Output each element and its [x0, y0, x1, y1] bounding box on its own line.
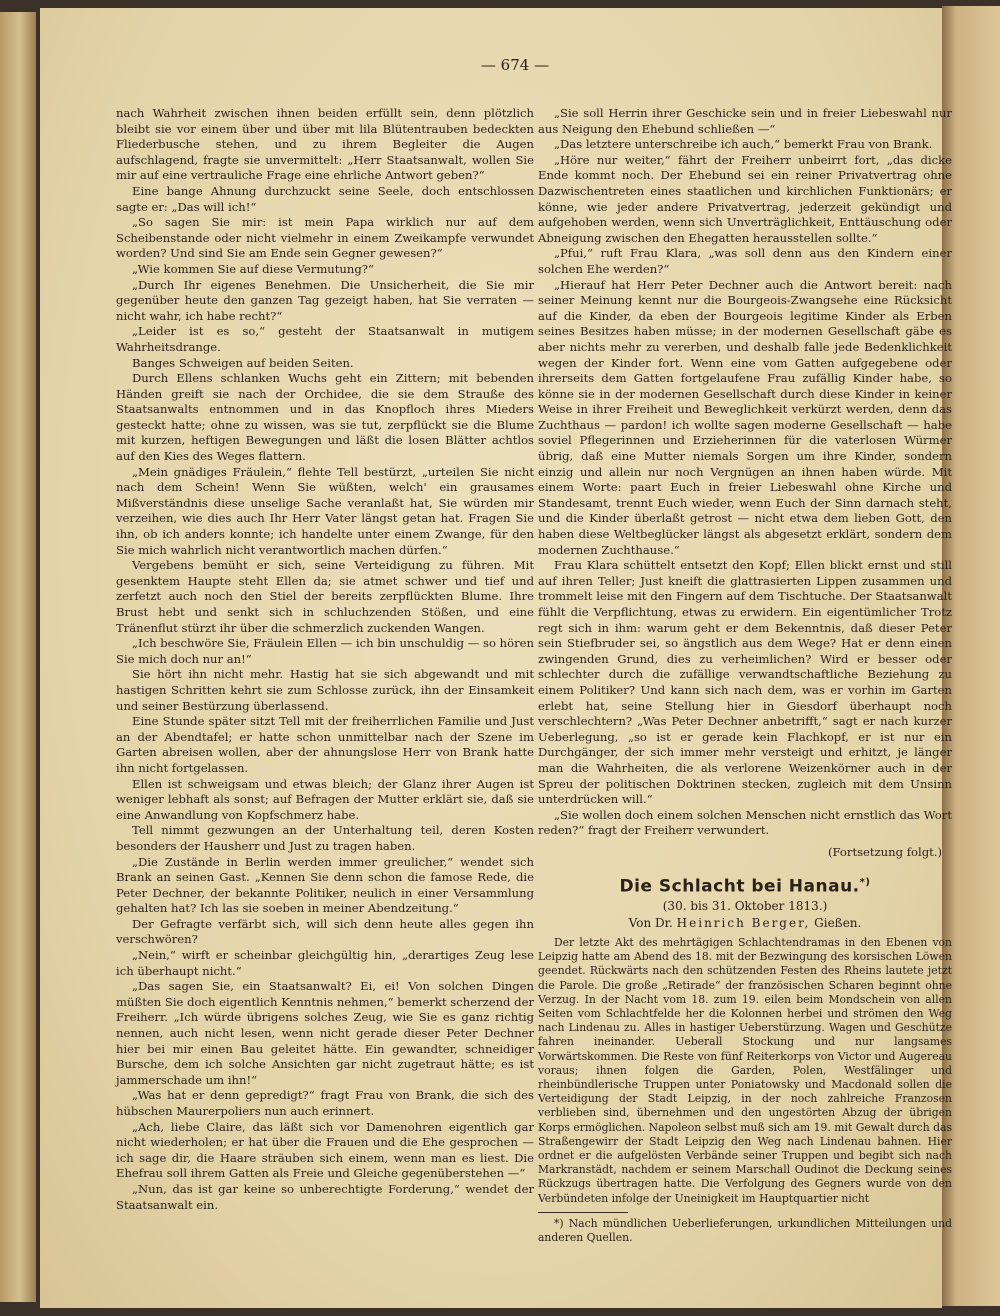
paragraph: „Wie kommen Sie auf diese Vermutung?“: [132, 261, 374, 276]
paragraph: „Das sagen Sie, ein Staatsanwalt? Ei, ei! Von solchen Dingen müßten Sie doch eigentlich Kenntnis nehmen,“ bemerkt scherzend der Freiherr. „Ich würde übrigens solches Zeug, wie Sie es ganz richtig nennen, auch nicht lesen, wenn nicht gerade dieser Peter Dechner hier bei mir einen Bau geleitet hätte. Ein gewandter, schneidiger Bursche, dem ich solche Ansichten gar nicht zugetraut hätte; es ist jammerschade um ihn!“: [116, 979, 534, 1087]
paragraph: „Hierauf hat Herr Peter Dechner auch die Antwort bereit: nach seiner Meinung kennt nur die Bourgeois-Zwangsehe eine Rücksicht auf die Kinder, da eben der Bourgeois legitime Kinder als Erben seines Besitzes haben müsse; in der modernen Gesellschaft gäbe es aber nichts mehr zu vererben, und deshalb falle jede Bedenklichkeit wegen der Kinder fort. Wenn eine vom Gatten aufgegebene oder ihrerseits dem Gatten fortgelaufene Frau zufällig Kinder habe, so könne sie in der modernen Gesellschaft durch diese Kinder in keiner Weise in ihrer Freiheit und Beweglichkeit verkürzt werden, denn das Zuchthaus — pardon! ich wollte sagen moderne Gesellschaft — habe soviel Pflegerinnen und Erzieherinnen für die vaterlosen Würmer übrig, daß eine Mutter niemals Sorgen um ihre Kinder, sondern einzig und allein nur noch Vergnügen an ihnen haben würde. Mit einem Worte: paart Euch in freier Liebeswahl ohne Kirche und Standesamt, trennt Euch wieder, wenn Euch der Sinn darnach steht, und die Kinder überlaßt getrost — nicht etwa dem lieben Gott, den haben diese Weltbeglücker längst als abgesetzt erklärt, sondern dem modernen Zuchthause.“: [538, 277, 952, 557]
left-column: [116, 106, 534, 1213]
paragraph: Banges Schweigen auf beiden Seiten.: [132, 355, 354, 370]
right-column: [538, 106, 952, 1245]
paragraph: Frau Klara schüttelt entsetzt den Kopf; Ellen blickt ernst und still auf ihren Teller; Just kneift die glattrasierten Lippen zusammen und trommelt leise mit den Fingern auf dem Tischtuche. Der Staatsanwalt fühlt die Verpflichtung, etwas zu erwidern. Ein eigentümlicher Trotz regt sich in ihm: warum geht er dem Bekenntnis, daß dieser Peter sein Stiefbruder sei, so ängstlich aus dem Wege? Hat er denn einen zwingenden Grund, dies zu verheimlichen? Wird er besser oder schlechter durch die zufällige verwandtschaftliche Beziehung zu einem Politiker? Und kann sich nach dem, was er vorhin im Garten erlebt hat, seine Stellung hier in Giesdorf überhaupt noch verschlechtern? „Was Peter Dechner anbetrifft,“ sagt er nach kurzer Ueberlegung, „so ist er gerade kein Flachkopf, er ist nur ein Durchgänger, der sich immer mehr versteigt und erhitzt, je länger man die Wahrheiten, die als verlorene Weizenkörner auch in der Spreu der politischen Doktrinen stecken, zugleich mit dem Unsinn unterdrücken will.“: [538, 558, 952, 807]
paragraph: „Das letztere unterschreibe ich auch,“ bemerkt Frau von Brank.: [554, 137, 933, 152]
paragraph: „Ich beschwöre Sie, Fräulein Ellen — ich bin unschuldig — so hören Sie mich doch nur an!“: [116, 636, 534, 666]
paragraph: „Nun, das ist gar keine so unberechtigte Forderung,“ wendet der Staatsanwalt ein.: [116, 1181, 534, 1212]
paragraph: „Durch Ihr eigenes Benehmen. Die Unsicherheit, die Sie mir gegenüber heute den ganzen Tag gezeigt haben, hat Sie verraten — nicht wahr, ich habe recht?“: [116, 277, 534, 323]
paragraph: „Pfui,“ ruft Frau Klara, „was soll denn aus den Kindern einer solchen Ehe werden?“: [538, 246, 952, 276]
author-name: Heinrich Berger,: [676, 916, 811, 931]
footnote: *) Nach mündlichen Ueberlieferungen, urkundlichen Mitteilungen und anderen Quellen.: [538, 1216, 952, 1244]
paragraph: nach Wahrheit zwischen ihnen beiden erfüllt sein, denn plötzlich bleibt sie vor einem über und über mit lila Blütentrauben bedeckten Fliederbusche stehen, und zu ihrem Begleiter die Augen aufschlagend, fragte sie unvermittelt: „Herr Staatsanwalt, wollen Sie mir auf eine vertrauliche Frage eine ehrliche Antwort geben?“: [116, 106, 534, 183]
paragraph: „Nein,“ wirft er scheinbar gleichgültig hin, „derartiges Zeug lese ich überhaupt nicht.“: [116, 948, 534, 978]
previous-page-edge: [0, 12, 36, 1302]
newspaper-page: [40, 8, 952, 1308]
paragraph: Eine Stunde später sitzt Tell mit der freiherrlichen Familie und Just an der Abendtafel; er hatte schon unmittelbar nach der Szene im Garten abreisen wollen, aber der ahnungslose Herr von Brank hatte ihn nicht fortgelassen.: [116, 714, 534, 775]
article-paragraph: Der letzte Akt des mehrtägigen Schlachtendramas in den Ebenen von Leipzig hatte am Abend des 18. mit der Bezwingung des korsischen Löwen geendet. Rückwärts nach den schützenden Festen des Rheins lautete jetzt die Parole. Die große „Retirade“ der französischen Scharen beginnt ohne Verzug. In der Nacht vom 18. zum 19. eilen beim Mondschein von allen Seiten vom Schlachtfelde her die Kolonnen herbei und strömen den Weg nach Lindenau zu. Alles in hastiger Ueberstürzung. Wagen und Geschütze fahren ineinander. Ueberall Stockung und nur langsames Vorwärtskommen. Die Reste von fünf Reiterkorps von Victor und Augereau voraus; ihnen folgen die Garden, Polen, Westfälinger und rheinbündlerische Truppen unter Poniatowsky und Macdonald sollen die Verteidigung der Stadt Leipzig, in der noch zahlreiche Franzosen verblieben sind, übernehmen und den ungestörten Abzug der übrigen Korps ermöglichen. Napoleon selbst muß sich am 19. mit Gewalt durch das Straßengewirr der Stadt Leipzig den Weg nach Lindenau bahnen. Hier ordnet er die aufgelösten Verbände seiner Truppen und begibt sich nach Markranstädt, nachdem er seinem Marschall Oudinot die Deckung seines Rückzugs übertragen hatte. Die Verfolgung des Gegners wurde von den Verbündeten infolge der Uneinigkeit im Hauptquartier nicht: [538, 935, 952, 1205]
article-date: (30. bis 31. Oktober 1813.): [662, 898, 828, 913]
continued-note: (Fortsetzung folgt.): [827, 844, 942, 859]
paragraph: Der Gefragte verfärbt sich, will sich denn heute alles gegen ihn verschwören?: [116, 916, 534, 947]
article-body: [538, 936, 952, 1206]
author-prefix: Von Dr.: [628, 916, 673, 931]
paragraph: „Die Zustände in Berlin werden immer greulicher,“ wendet sich Brank an seinen Gast. „Kennen Sie denn schon die famose Rede, die Peter Dechner, der bekannte Politiker, neulich in einer Versammlung gehalten hat? Ich las sie soeben in meiner Abendzeitung.“: [116, 854, 534, 916]
author-place: Gießen.: [814, 916, 862, 931]
article-byline: [538, 916, 952, 932]
paragraph: „Mein gnädiges Fräulein,“ flehte Tell bestürzt, „urteilen Sie nicht nach dem Schein! Wenn Sie wüßten, welch' ein grausames Mißverständnis diese unselige Sache veranlaßt hat, Sie würden mir verzeihen, wie dies auch Ihr Herr Vater längst getan hat. Fragen Sie ihn, ob ich anders konnte; ich handelte unter einem Zwange, für den Sie mich wahrlich nicht verantwortlich machen dürfen.“: [116, 464, 534, 557]
footnote-divider: [538, 1212, 628, 1213]
paragraph: Tell nimmt gezwungen an der Unterhaltung teil, deren Kosten besonders der Hausherr und Just zu tragen haben.: [116, 823, 534, 853]
paragraph: Vergebens bemüht er sich, seine Verteidigung zu führen. Mit gesenktem Haupte steht Ellen da; sie atmet schwer und tief und zerfetzt auch noch den Stiel der bereits zerpflückten Blume. Ihre Brust hebt und senkt sich in schluchzenden Stößen, und eine Tränenflut stürzt ihr über die schmerzlich zuckenden Wangen.: [116, 558, 534, 635]
paragraph: Ellen ist schweigsam und etwas bleich; der Glanz ihrer Augen ist weniger lebhaft als sonst; auf Befragen der Mutter erklärt sie, daß sie eine Anwandlung von Kopfschmerz habe.: [116, 776, 534, 822]
paragraph: „Leider ist es so,“ gesteht der Staatsanwalt in mutigem Wahrheitsdrange.: [116, 324, 534, 354]
page-number: — 674 —: [480, 56, 550, 74]
paragraph: Durch Ellens schlanken Wuchs geht ein Zittern; mit bebenden Händen greift sie nach der Orchidee, die sie dem Strauße des Staatsanwalts entnommen und in das Knopfloch ihres Mieders gesteckt hatte; ohne zu wissen, was sie tut, zerpflückt sie die Blume mit kurzen, heftigen Bewegungen und läßt die losen Blätter achtlos auf den Kies des Weges flattern.: [116, 371, 534, 464]
paragraph: „Sie soll Herrin ihrer Geschicke sein und in freier Liebeswahl nur aus Neigung den Ehebund schließen —“: [538, 106, 952, 136]
paragraph: Sie hört ihn nicht mehr. Hastig hat sie sich abgewandt und mit hastigen Schritten kehrt sie zum Schlosse zurück, ihn der Einsamkeit und seiner Bestürzung überlassend.: [116, 667, 534, 713]
paragraph: Eine bange Ahnung durchzuckt seine Seele, doch entschlossen sagte er: „Das will ich!“: [116, 183, 534, 214]
article-title: [538, 875, 952, 895]
paragraph: „Ach, liebe Claire, das läßt sich vor Damenohren eigentlich gar nicht wiederholen; er hat über die Frauen und die Ehe gesprochen — ich sage dir, die Haare sträuben sich einem, wenn man es liest. Die Ehefrau soll ihrem Gatten als Freie und Gleiche gegenüberstehen —“: [116, 1119, 534, 1181]
paragraph: „Was hat er denn gepredigt?“ fragt Frau von Brank, die sich des hübschen Maurerpoliers nun auch erinnert.: [116, 1088, 534, 1118]
footnote-marker: *): [859, 876, 871, 888]
paragraph: „Sie wollen doch einem solchen Menschen nicht ernstlich das Wort reden?“ fragt der Freiherr verwundert.: [538, 807, 952, 838]
article-title-text: Die Schlacht bei Hanau.: [619, 876, 860, 897]
paragraph: „So sagen Sie mir: ist mein Papa wirklich nur auf dem Scheibenstande oder nicht vielmehr in einem Zweikampfe verwundet worden? Und sind Sie am Ende sein Gegner gewesen?“: [116, 215, 534, 261]
paragraph: „Höre nur weiter,“ fährt der Freiherr unbeirrt fort, „das dicke Ende kommt noch. Der Ehebund sei ein reiner Privatvertrag ohne Dazwischentreten eines staatlichen und kirchlichen Funktionärs; er könne, wie jeder andere Privatvertrag, jederzeit gekündigt und aufgehoben werden, wenn sich Unverträglichkeit, Enttäuschung oder Abneigung zwischen den Ehegatten herausstellen sollte.“: [538, 152, 952, 245]
